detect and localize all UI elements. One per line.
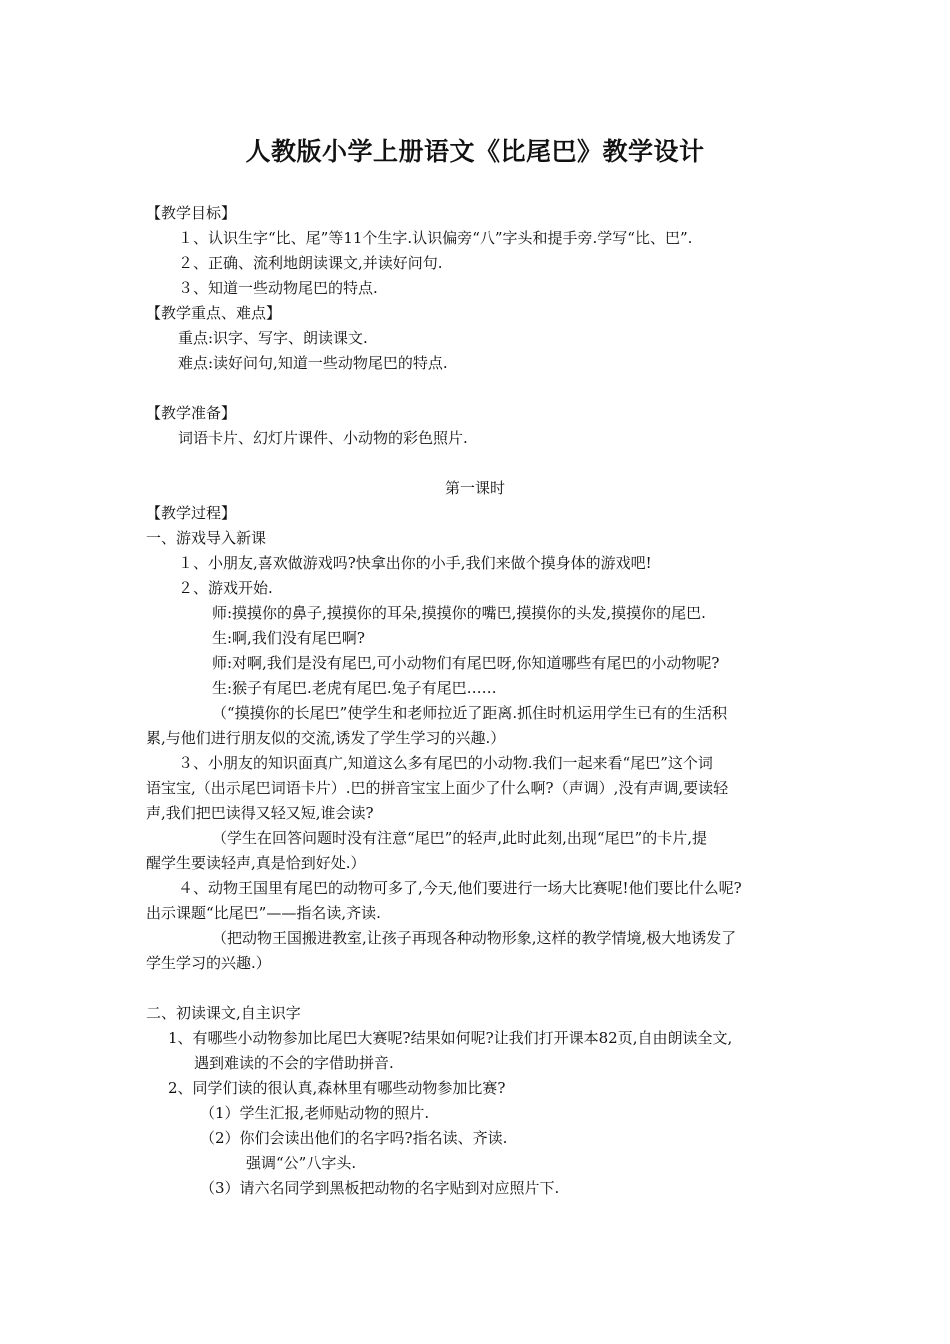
lesson-heading: 第一课时	[444, 479, 505, 497]
preparation-text: 词语卡片、幻灯片课件、小动物的彩色照片.	[178, 429, 468, 447]
dialogue-line: 师:对啊,我们是没有尾巴,可小动物们有尾巴呀,你知道哪些有尾巴的小动物呢?	[212, 654, 720, 672]
section-heading-key-points: 【教学重点、难点】	[146, 304, 282, 322]
paragraph-line: 出示课题“比尾巴”——指名读,齐读.	[146, 904, 381, 922]
process-step-4: ４、动物王国里有尾巴的动物可多了,今天,他们要进行一场大比赛呢!他们要比什么呢?	[178, 879, 742, 897]
commentary-line: （把动物王国搬进教室,让孩子再现各种动物形象,这样的教学情境,极大地诱发了	[212, 929, 737, 947]
key-point: 重点:识字、写字、朗读课文.	[178, 329, 368, 347]
document-title: 人教版小学上册语文《比尾巴》教学设计	[245, 137, 705, 166]
commentary-line: （学生在回答问题时没有注意“尾巴”的轻声,此时此刻,出现“尾巴”的卡片,提	[212, 829, 707, 847]
dialogue-line: 生:啊,我们没有尾巴啊?	[212, 629, 365, 647]
paragraph-line: 遇到难读的不会的字借助拼音.	[194, 1054, 394, 1072]
commentary-line: 累,与他们进行朋友似的交流,诱发了学生学习的兴趣.）	[146, 729, 506, 747]
paragraph-line: 语宝宝,（出示尾巴词语卡片）.巴的拼音宝宝上面少了什么啊?（声调）,没有声调,要读轻	[146, 779, 729, 797]
section-heading-preparation: 【教学准备】	[146, 404, 237, 422]
sub-step-2: （2）你们会读出他们的名字吗?指名读、齐读.	[200, 1129, 508, 1147]
part-heading-1: 一、游戏导入新课	[146, 529, 267, 547]
dialogue-line: 师:摸摸你的鼻子,摸摸你的耳朵,摸摸你的嘴巴,摸摸你的头发,摸摸你的尾巴.	[212, 604, 706, 622]
emphasis-note: 强调“公”八字头.	[246, 1154, 357, 1172]
section-heading-objectives: 【教学目标】	[146, 204, 237, 222]
paragraph-line: 声,我们把巴读得又轻又短,谁会读?	[146, 804, 374, 822]
part-heading-2: 二、初读课文,自主识字	[146, 1004, 301, 1022]
dialogue-line: 生:猴子有尾巴.老虎有尾巴.兔子有尾巴……	[212, 679, 497, 697]
reading-step-1: 1、有哪些小动物参加比尾巴大赛呢?结果如何呢?让我们打开课本82页,自由朗读全文,	[168, 1029, 733, 1047]
difficult-point: 难点:读好问句,知道一些动物尾巴的特点.	[178, 354, 448, 372]
objective-item-3: ３、知道一些动物尾巴的特点.	[178, 279, 378, 297]
process-step-3: ３、小朋友的知识面真广,知道这么多有尾巴的小动物.我们一起来看“尾巴”这个词	[178, 754, 713, 772]
objective-item-1: １、认识生字“比、尾”等11个生字.认识偏旁“八”字头和提手旁.学写“比、巴”.	[178, 229, 693, 247]
reading-step-2: 2、同学们读的很认真,森林里有哪些动物参加比赛?	[168, 1079, 506, 1097]
sub-step-3: （3）请六名同学到黑板把动物的名字贴到对应照片下.	[200, 1179, 560, 1197]
objective-item-2: ２、正确、流利地朗读课文,并读好问句.	[178, 254, 443, 272]
commentary-line: 醒学生要读轻声,真是恰到好处.）	[146, 854, 366, 872]
process-step-1: １、小朋友,喜欢做游戏吗?快拿出你的小手,我们来做个摸身体的游戏吧!	[178, 554, 652, 572]
commentary-line: 学生学习的兴趣.）	[146, 954, 271, 972]
sub-step-1: （1）学生汇报,老师贴动物的照片.	[200, 1104, 430, 1122]
section-heading-process: 【教学过程】	[146, 504, 237, 522]
commentary-line: （“摸摸你的长尾巴”使学生和老师拉近了距离.抓住时机运用学生已有的生活积	[212, 704, 728, 722]
process-step-2: ２、游戏开始.	[178, 579, 273, 597]
